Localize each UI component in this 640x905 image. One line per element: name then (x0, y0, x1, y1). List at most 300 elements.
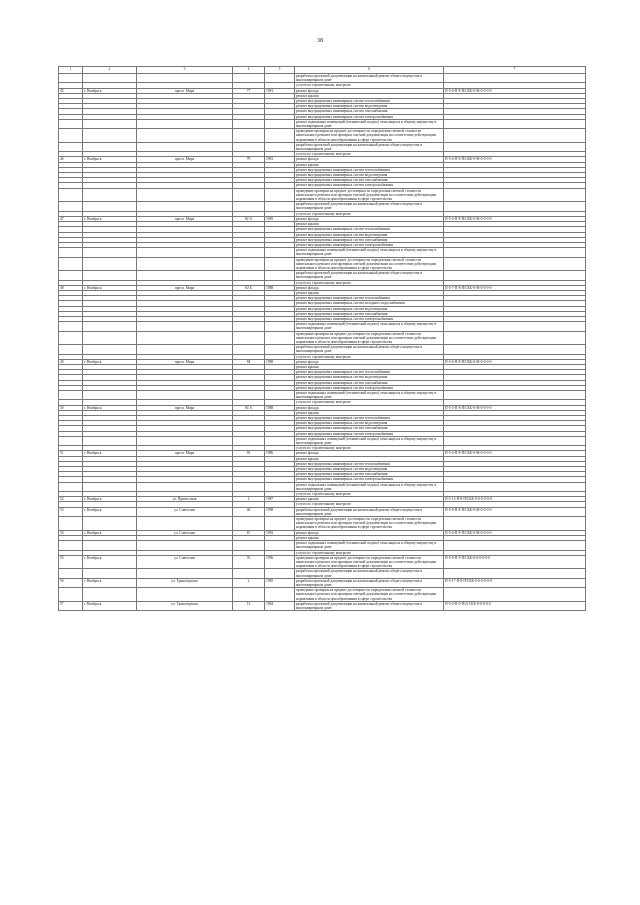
work-type-cell: ремонт внутридомовых инженерных систем холодного водоснабжения (295, 301, 444, 306)
house-number-cell (233, 436, 265, 445)
year-cell: 1996 (265, 555, 295, 569)
work-type-cell: ремонт внутридомовых инженерных систем электроснабжения (295, 114, 444, 119)
house-type-code-cell (444, 517, 586, 531)
table-row (59, 555, 586, 569)
work-type-cell: услуги по строительному контролю (295, 152, 444, 157)
street-cell: ул. Приместная (137, 497, 233, 502)
work-type-cell: ремонт подвальных помещений (технический подпол) относящихся к общему имуществу в многоквартирном доме (295, 436, 444, 445)
year-cell (265, 345, 295, 354)
row-index (59, 569, 83, 578)
work-type-cell: ремонт крыши (295, 364, 444, 369)
city-cell: г. Ноябрьск (83, 88, 137, 93)
city-cell: г. Ноябрьск (83, 216, 137, 221)
row-index (59, 119, 83, 128)
city-cell (83, 271, 137, 280)
street-cell (137, 271, 233, 280)
year-cell (265, 391, 295, 400)
work-type-cell: ремонт внутридомовых инженерных систем водоотведения (295, 306, 444, 311)
house-number-cell (233, 119, 265, 128)
house-type-code-cell: П-5-4-П-8-П/СКБ-0-М-0-0-0-0 (444, 216, 586, 221)
work-type-cell: ремонт крыши (295, 497, 444, 502)
street-cell (137, 588, 233, 602)
column-number-1: 1 (59, 67, 83, 74)
city-cell (83, 569, 137, 578)
row-index (59, 129, 83, 143)
city-cell (83, 391, 137, 400)
year-cell (265, 129, 295, 143)
house-type-code-cell: П-5-13-П-8-П/СКБ-0-0-0-0-0-0 (444, 497, 586, 502)
work-type-cell: ремонт крыши (295, 456, 444, 461)
row-index: 55 (59, 555, 83, 569)
city-cell: г. Ноябрьск (83, 530, 137, 535)
work-type-cell: ремонт внутридомовых инженерных систем теплоснабжения (295, 167, 444, 172)
house-type-code-cell (444, 541, 586, 550)
row-index (59, 517, 83, 531)
row-index: 51 (59, 451, 83, 456)
house-number-cell (233, 391, 265, 400)
work-type-cell: ремонт крыши (295, 290, 444, 295)
work-type-cell: услуги по строительному контролю (295, 83, 444, 88)
row-index (59, 345, 83, 354)
work-type-cell: ремонт крыши (295, 410, 444, 415)
work-type-cell: ремонт фасада (295, 157, 444, 162)
city-cell (83, 482, 137, 491)
year-cell (265, 322, 295, 331)
house-type-code-cell (444, 129, 586, 143)
city-cell (83, 322, 137, 331)
street-cell (137, 129, 233, 143)
table-row (59, 391, 586, 400)
year-cell (265, 119, 295, 128)
street-cell: просп. Мира (137, 157, 233, 162)
city-cell: г. Ноябрьск (83, 359, 137, 364)
house-number-cell (233, 129, 265, 143)
city-cell: г. Ноябрьск (83, 157, 137, 162)
work-type-cell: ремонт фасада (295, 359, 444, 364)
street-cell: ул. Советская (137, 507, 233, 516)
work-type-cell: ремонт подвальных помещений (технический подпол) относящихся к общему имуществу в многоквартирном доме (295, 391, 444, 400)
street-cell (137, 345, 233, 354)
table-row (59, 578, 586, 587)
street-cell (137, 202, 233, 211)
house-number-cell: 82 Б (233, 285, 265, 290)
table-row (59, 507, 586, 516)
row-index: 50 (59, 405, 83, 410)
work-type-cell: ремонт внутридомовых инженерных систем газоснабжения (295, 178, 444, 183)
capital-repair-table (58, 66, 586, 611)
city-cell: г. Ноябрьск (83, 405, 137, 410)
row-index: 56 (59, 578, 83, 587)
work-type-cell: услуги по строительному контролю (295, 354, 444, 359)
city-cell: г. Ноябрьск (83, 285, 137, 290)
row-index (59, 142, 83, 151)
work-type-cell: ремонт фасада (295, 451, 444, 456)
table-row (59, 436, 586, 445)
row-index (59, 188, 83, 202)
row-index (59, 248, 83, 257)
work-type-cell: ремонт внутридомовых инженерных систем водоотведения (295, 173, 444, 178)
row-index (59, 322, 83, 331)
table-row (59, 345, 586, 354)
row-index: 45 (59, 88, 83, 93)
work-type-cell: разработка проектной документации на капитальный ремонт общего имущества в многоквартирном доме (295, 569, 444, 578)
city-cell (83, 202, 137, 211)
work-type-cell: ремонт внутридомовых инженерных систем теплоснабжения (295, 227, 444, 232)
work-type-cell: ремонт фасада (295, 216, 444, 221)
year-cell: 1988 (265, 405, 295, 410)
city-cell (83, 119, 137, 128)
work-type-cell: услуги по строительному контролю (295, 446, 444, 451)
work-type-cell: ремонт внутридомовых инженерных систем теплоснабжения (295, 99, 444, 104)
house-type-code-cell: П-5-6-П-8-П/СКБ-0-М-0-0-0-0 (444, 157, 586, 162)
work-type-cell: ремонт крыши (295, 93, 444, 98)
work-type-cell: ремонт внутридомовых инженерных систем теплоснабжения (295, 416, 444, 421)
street-cell: ул. Транспортная (137, 601, 233, 610)
row-index: 48 (59, 285, 83, 290)
house-number-cell: 77 (233, 88, 265, 93)
street-cell (137, 142, 233, 151)
year-cell (265, 436, 295, 445)
work-type-cell: услуги по строительному контролю (295, 502, 444, 507)
street-cell: просп. Мира (137, 88, 233, 93)
house-number-cell: 84 А (233, 405, 265, 410)
work-type-cell: ремонт подвальных помещений (технический подпол) относящихся к общему имуществу в многоквартирном доме (295, 248, 444, 257)
table-header-row (59, 67, 586, 74)
city-cell: г. Ноябрьск (83, 451, 137, 456)
house-number-cell (233, 142, 265, 151)
work-type-cell: ремонт фасада (295, 530, 444, 535)
column-number-3: 3 (137, 67, 233, 74)
street-cell: просп. Мира (137, 405, 233, 410)
house-type-code-cell: П-5-3-П-8-П/СКБ-0-М-0-0-0-0 (444, 405, 586, 410)
street-cell (137, 188, 233, 202)
house-type-code-cell: П-5-17-П-8-П/СКБ-0-0-0-0-0-0 (444, 578, 586, 587)
house-number-cell: 1 (233, 497, 265, 502)
house-type-code-cell: П-5-6-П-8-П/СКБ-0-М-0-0-0-0 (444, 359, 586, 364)
year-cell (265, 188, 295, 202)
street-cell: просп. Мира (137, 216, 233, 221)
house-number-cell (233, 482, 265, 491)
city-cell (83, 436, 137, 445)
row-index: 57 (59, 601, 83, 610)
table-row (59, 271, 586, 280)
city-cell: г. Ноябрьск (83, 578, 137, 587)
house-type-code-cell (444, 588, 586, 602)
table-row (59, 74, 586, 83)
year-cell: 1988 (265, 359, 295, 364)
year-cell: 1988 (265, 285, 295, 290)
row-index: 47 (59, 216, 83, 221)
house-number-cell (233, 541, 265, 550)
year-cell: 1985 (265, 578, 295, 587)
year-cell (265, 271, 295, 280)
city-cell: г. Ноябрьск (83, 497, 137, 502)
house-number-cell: 2 (233, 578, 265, 587)
house-type-code-cell (444, 202, 586, 211)
house-number-cell: 84 (233, 359, 265, 364)
house-number-cell: 76 (233, 555, 265, 569)
work-type-cell: ремонт внутридомовых инженерных систем электроснабжения (295, 385, 444, 390)
table-row (59, 142, 586, 151)
house-type-code-cell: П-5-6-П-8-П/СКБ-0-М-0-0-0-0 (444, 507, 586, 516)
year-cell (265, 482, 295, 491)
work-type-cell: ремонт подвальных помещений (технический подпол) относящихся к общему имуществу в многоквартирном доме (295, 119, 444, 128)
work-type-cell: разработка проектной документации на капитальный ремонт общего имущества в многоквартирном доме (295, 74, 444, 83)
city-cell: г. Ноябрьск (83, 555, 137, 569)
work-type-cell: ремонт внутридомовых инженерных систем электроснабжения (295, 242, 444, 247)
house-type-code-cell: П-5-7-П-8-П/СКБ-0-М-0-0-0-0 (444, 285, 586, 290)
year-cell (265, 142, 295, 151)
house-type-code-cell: П-5-4-П-8-П/СКБ-0-М-0-0-0-0 (444, 530, 586, 535)
table-row (59, 482, 586, 491)
street-cell: ул. Советская (137, 530, 233, 535)
year-cell (265, 74, 295, 83)
work-type-cell: разработка проектной документации на капитальный ремонт общего имущества в многоквартирном доме (295, 271, 444, 280)
work-type-cell: ремонт внутридомовых инженерных систем водоотведения (295, 104, 444, 109)
work-type-cell: проведение проверки на предмет достоверности определения сметной стоимости капитального ремонта или проверки сметной документации на соответствие действующим нормативам в области ценообразования в сфере строительства (295, 257, 444, 271)
house-type-code-cell (444, 74, 586, 83)
column-number-6: 6 (295, 67, 444, 74)
work-type-cell: проведение проверки на предмет достоверности определения сметной стоимости капитального ремонта или проверки сметной документации на соответствие действующим нормативам в области ценообразования в сфере строительства (295, 555, 444, 569)
work-type-cell: ремонт внутридомовых инженерных систем теплоснабжения (295, 461, 444, 466)
city-cell (83, 588, 137, 602)
year-cell: 1993 (265, 530, 295, 535)
work-type-cell: проведение проверки на предмет достоверности определения сметной стоимости капитального ремонта или проверки сметной документации на соответствие действующим нормативам в области ценообразования в сфере строительства (295, 517, 444, 531)
row-index (59, 541, 83, 550)
work-type-cell: ремонт внутридомовых инженерных систем газоснабжения (295, 109, 444, 114)
table-row (59, 331, 586, 345)
house-number-cell (233, 588, 265, 602)
work-type-cell: ремонт внутридомовых инженерных систем электроснабжения (295, 183, 444, 188)
work-type-cell: ремонт крыши (295, 535, 444, 540)
table-row (59, 517, 586, 531)
street-cell: просп. Мира (137, 359, 233, 364)
house-number-cell (233, 345, 265, 354)
city-cell (83, 517, 137, 531)
street-cell (137, 391, 233, 400)
work-type-cell: ремонт фасада (295, 285, 444, 290)
house-type-code-cell: П-5-6-П-9-П/СКБ-0-0-0-0-0-0 (444, 555, 586, 569)
column-number-7: 7 (444, 67, 586, 74)
street-cell (137, 119, 233, 128)
row-index (59, 436, 83, 445)
city-cell (83, 345, 137, 354)
work-type-cell: ремонт фасада (295, 405, 444, 410)
street-cell (137, 331, 233, 345)
house-type-code-cell (444, 257, 586, 271)
street-cell (137, 257, 233, 271)
work-type-cell: проведение проверки на предмет достоверности определения сметной стоимости капитального ремонта или проверки сметной документации на соответствие действующим нормативам в области ценообразования в сфере строительства (295, 188, 444, 202)
work-type-cell: ремонт внутридомовых инженерных систем электроснабжения (295, 431, 444, 436)
table-row (59, 248, 586, 257)
house-number-cell (233, 331, 265, 345)
work-type-cell: разработка проектной документации на капитальный ремонт общего имущества в многоквартирном доме (295, 507, 444, 516)
work-type-cell: разработка проектной документации на капитальный ремонт общего имущества в многоквартирном доме (295, 202, 444, 211)
street-cell (137, 517, 233, 531)
house-type-code-cell (444, 188, 586, 202)
year-cell: 1981 (265, 157, 295, 162)
city-cell: г. Ноябрьск (83, 507, 137, 516)
house-number-cell (233, 248, 265, 257)
house-number-cell (233, 271, 265, 280)
table-row (59, 119, 586, 128)
city-cell (83, 248, 137, 257)
street-cell (137, 541, 233, 550)
table-row (59, 129, 586, 143)
year-cell: 1981 (265, 88, 295, 93)
work-type-cell: ремонт внутридомовых инженерных систем теплоснабжения (295, 296, 444, 301)
house-type-code-cell (444, 391, 586, 400)
city-cell (83, 74, 137, 83)
street-cell (137, 248, 233, 257)
row-index (59, 202, 83, 211)
house-number-cell (233, 569, 265, 578)
row-index (59, 391, 83, 400)
table-row (59, 202, 586, 211)
row-index (59, 257, 83, 271)
row-index (59, 74, 83, 83)
year-cell: 1986 (265, 451, 295, 456)
work-type-cell: ремонт фасада (295, 88, 444, 93)
house-number-cell: 79 (233, 157, 265, 162)
work-type-cell: ремонт крыши (295, 222, 444, 227)
work-type-cell: ремонт внутридомовых инженерных систем водоотведения (295, 232, 444, 237)
table-row (59, 188, 586, 202)
street-cell (137, 569, 233, 578)
year-cell (265, 588, 295, 602)
work-type-cell: разработка проектной документации на капитальный ремонт общего имущества в многоквартирном доме (295, 578, 444, 587)
house-number-cell: 67 (233, 530, 265, 535)
house-type-code-cell (444, 119, 586, 128)
row-index: 46 (59, 157, 83, 162)
house-type-code-cell (444, 331, 586, 345)
table-row (59, 569, 586, 578)
house-number-cell (233, 74, 265, 83)
work-type-cell: услуги по строительному контролю (295, 492, 444, 497)
house-type-code-cell (444, 345, 586, 354)
street-cell (137, 74, 233, 83)
year-cell (265, 569, 295, 578)
row-index: 53 (59, 507, 83, 516)
row-index: 49 (59, 359, 83, 364)
city-cell (83, 142, 137, 151)
work-type-cell: проведение проверки на предмет достоверности определения сметной стоимости капитального ремонта или проверки сметной документации на соответствие действующим нормативам в области ценообразования в сфере строительства (295, 129, 444, 143)
street-cell: просп. Мира (137, 285, 233, 290)
house-number-cell (233, 188, 265, 202)
table-row (59, 588, 586, 602)
page-number: 38 (317, 38, 323, 44)
street-cell: ул. Советская (137, 555, 233, 569)
house-number-cell: 82 А (233, 216, 265, 221)
row-index (59, 331, 83, 345)
row-index: 54 (59, 530, 83, 535)
year-cell: 1985 (265, 216, 295, 221)
house-type-code-cell (444, 248, 586, 257)
work-type-cell: ремонт внутридомовых инженерных систем газоснабжения (295, 311, 444, 316)
year-cell (265, 541, 295, 550)
work-type-cell: ремонт внутридомовых инженерных систем теплоснабжения (295, 370, 444, 375)
year-cell: 1984 (265, 601, 295, 610)
row-index (59, 588, 83, 602)
year-cell (265, 248, 295, 257)
house-type-code-cell (444, 322, 586, 331)
work-type-cell: проведение проверки на предмет достоверности определения сметной стоимости капитального ремонта или проверки сметной документации на соответствие действующим нормативам в области ценообразования в сфере строительства (295, 588, 444, 602)
column-number-5: 5 (265, 67, 295, 74)
column-number-4: 4 (233, 67, 265, 74)
work-type-cell: услуги по строительному контролю (295, 211, 444, 216)
street-cell: ул. Транспортная (137, 578, 233, 587)
house-type-code-cell (444, 142, 586, 151)
house-number-cell (233, 517, 265, 531)
row-index (59, 271, 83, 280)
city-cell (83, 331, 137, 345)
year-cell (265, 517, 295, 531)
house-number-cell: 93 (233, 451, 265, 456)
street-cell (137, 482, 233, 491)
year-cell (265, 257, 295, 271)
work-type-cell: ремонт внутридомовых инженерных систем газоснабжения (295, 472, 444, 477)
table-row (59, 257, 586, 271)
work-type-cell: проведение проверки на предмет достоверности определения сметной стоимости капитального ремонта или проверки сметной документации на соответствие действующим нормативам в области ценообразования в сфере строительства (295, 331, 444, 345)
city-cell (83, 129, 137, 143)
work-type-cell: ремонт внутридомовых инженерных систем газоснабжения (295, 237, 444, 242)
street-cell: просп. Мира (137, 451, 233, 456)
work-type-cell: ремонт подвальных помещений (технический подпол) относящихся к общему имуществу в многоквартирном доме (295, 541, 444, 550)
house-number-cell: 13 (233, 601, 265, 610)
work-type-cell: разработка проектной документации на капитальный ремонт общего имущества в многоквартирном доме (295, 142, 444, 151)
house-number-cell: 46 (233, 507, 265, 516)
street-cell (137, 436, 233, 445)
house-number-cell (233, 322, 265, 331)
city-cell (83, 257, 137, 271)
house-type-code-cell: П-5-4-П-8-П/СКБ-0-М-0-0-0-0 (444, 451, 586, 456)
house-number-cell (233, 202, 265, 211)
work-type-cell: разработка проектной документации на капитальный ремонт общего имущества в многоквартирном доме (295, 345, 444, 354)
work-type-cell: ремонт внутридомовых инженерных систем электроснабжения (295, 477, 444, 482)
work-type-cell: ремонт внутридомовых инженерных систем газоснабжения (295, 380, 444, 385)
column-number-2: 2 (83, 67, 137, 74)
work-type-cell: ремонт крыши (295, 162, 444, 167)
table-row (59, 541, 586, 550)
work-type-cell: разработка проектной документации на капитальный ремонт общего имущества в многоквартирном доме (295, 601, 444, 610)
work-type-cell: ремонт внутридомовых инженерных систем электроснабжения (295, 316, 444, 321)
city-cell (83, 541, 137, 550)
row-index (59, 482, 83, 491)
row-index: 52 (59, 497, 83, 502)
work-type-cell: ремонт внутридомовых инженерных систем водоотведения (295, 421, 444, 426)
house-number-cell (233, 257, 265, 271)
year-cell (265, 331, 295, 345)
year-cell (265, 202, 295, 211)
house-type-code-cell: П-5-6-П-8-П/СКБ-0-М-0-0-0-0 (444, 88, 586, 93)
house-type-code-cell (444, 482, 586, 491)
city-cell: г. Ноябрьск (83, 601, 137, 610)
work-type-cell: услуги по строительному контролю (295, 400, 444, 405)
work-type-cell: услуги по строительному контролю (295, 280, 444, 285)
work-type-cell: ремонт внутридомовых инженерных систем водоотведения (295, 375, 444, 380)
house-type-code-cell (444, 436, 586, 445)
work-type-cell: ремонт внутридомовых инженерных систем газоснабжения (295, 426, 444, 431)
work-type-cell: ремонт подвальных помещений (технический подпол) относящихся к общему имуществу в многоквартирном доме (295, 482, 444, 491)
house-type-code-cell (444, 569, 586, 578)
work-type-cell: ремонт подвальных помещений (технический подпол) относящихся к общему имуществу в многоквартирном доме (295, 322, 444, 331)
work-type-cell: услуги по строительному контролю (295, 550, 444, 555)
table-row (59, 322, 586, 331)
table-row (59, 601, 586, 610)
city-cell (83, 188, 137, 202)
table-body (59, 67, 586, 611)
work-type-cell: ремонт внутридомовых инженерных систем водоотведения (295, 467, 444, 472)
